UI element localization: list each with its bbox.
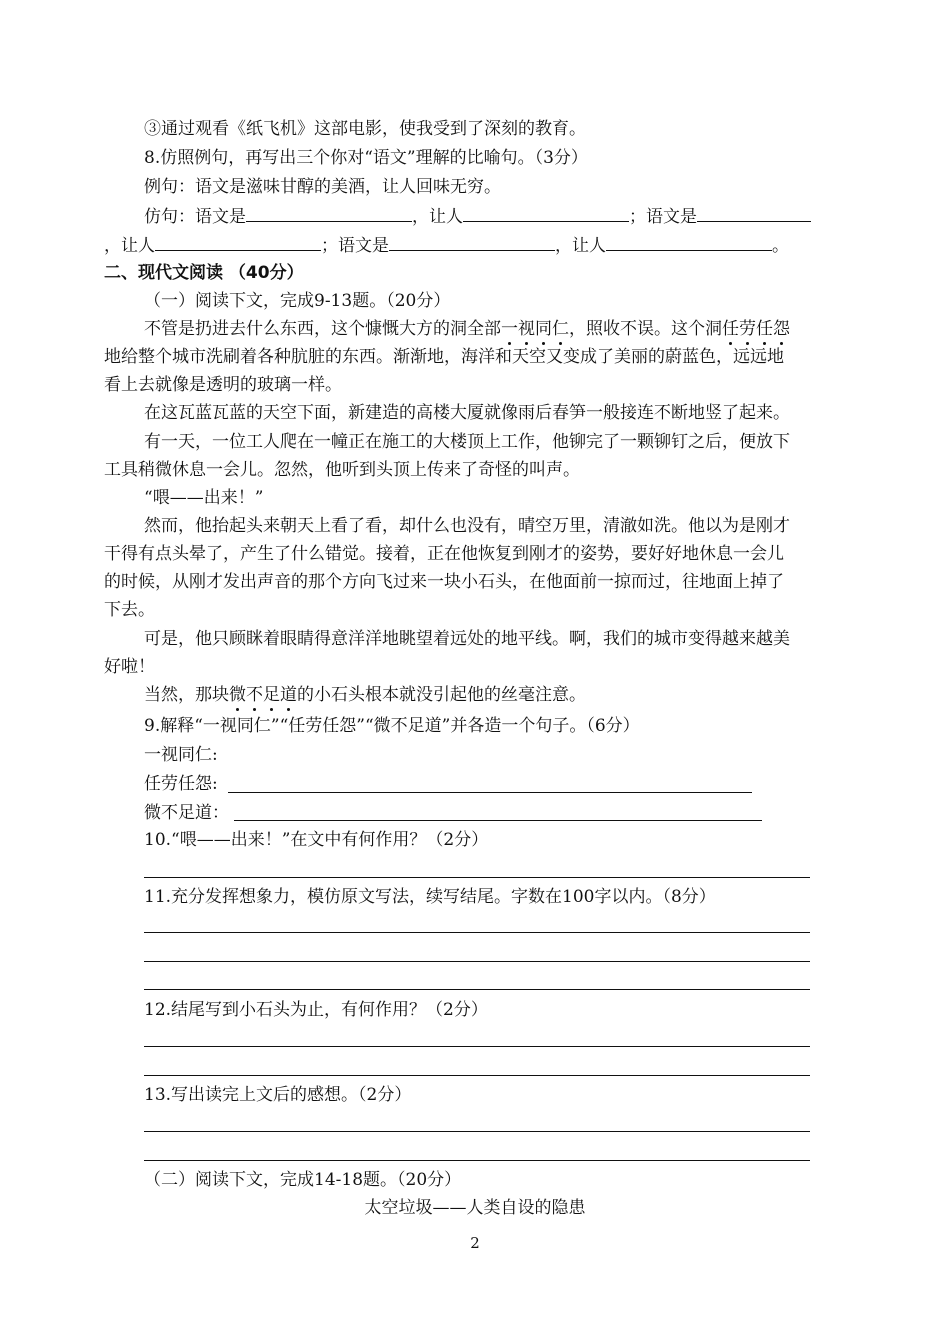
q8-rang-1: ，让人	[412, 207, 463, 227]
q8-blank-6[interactable]	[606, 234, 772, 251]
q8-imitate-line-1	[144, 205, 811, 228]
q12-answer-line-1[interactable]	[144, 1046, 810, 1047]
part-2-instruction: （二）阅读下文，完成14-18题。（20分）	[144, 1170, 462, 1190]
p1-text-b: ，照收不误。这个洞	[569, 319, 722, 339]
dotted-char: 道	[280, 685, 297, 705]
passage-p1-line3: 看上去就像是透明的玻璃一样。	[104, 375, 342, 395]
q11-answer-line-3[interactable]	[144, 989, 810, 990]
q8-yuwen-3: ；语文是	[321, 236, 389, 256]
dotted-char: 不	[246, 685, 263, 705]
q8-prompt: 8.仿照例句，再写出三个你对“语文”理解的比喻句。（3分）	[144, 148, 588, 168]
passage-p1-line2: 地给整个城市洗刷着各种肮脏的东西。渐渐地，海洋和天空又变成了美丽的蔚蓝色，远远地	[104, 347, 784, 367]
q11-answer-line-2[interactable]	[144, 961, 810, 962]
q9-answer-line-b[interactable]	[228, 792, 752, 793]
q9-label-b: 任劳任怨:	[144, 774, 218, 794]
q8-imitate-line-2	[104, 234, 789, 257]
p7-text-a: 当然，那块	[144, 685, 229, 705]
passage-p3-line2: 工具稍微休息一会儿。忽然，他听到头顶上传来了奇怪的叫声。	[104, 460, 580, 480]
q8-imitate-label: 仿句：语文是	[144, 207, 246, 227]
dotted-char: 微	[229, 685, 246, 705]
q13-prompt: 13.写出读完上文后的感想。（2分）	[144, 1085, 412, 1105]
p1-text-a: 不管是扔进去什么东西，这个慷慨大方的洞全部	[144, 319, 501, 339]
q8-period: 。	[772, 236, 789, 256]
passage-p4: “喂——出来！”	[144, 488, 264, 508]
p7-text-b: 的小石头根本就没引起他的丝毫注意。	[297, 685, 586, 705]
part-1-instruction: （一）阅读下文，完成9-13题。（20分）	[144, 291, 451, 311]
dotted-char: 视	[518, 319, 535, 339]
dotted-char: 同	[535, 319, 552, 339]
q13-answer-line-1[interactable]	[144, 1131, 810, 1132]
passage-p7	[144, 684, 586, 706]
passage-p5-line2: 干得有点头晕了，产生了什么错觉。接着，正在他恢复到刚才的姿势，要好好地休息一会儿	[104, 544, 784, 564]
q8-blank-1[interactable]	[246, 205, 412, 222]
q9-answer-line-c[interactable]	[234, 820, 762, 821]
q12-answer-line-2[interactable]	[144, 1075, 810, 1076]
passage-p3-line1: 有一天，一位工人爬在一幢正在施工的大楼顶上工作，他铆完了一颗铆钉之后，便放下	[144, 432, 790, 452]
dotted-char: 任	[756, 319, 773, 339]
q8-rang-2: ，让人	[104, 236, 155, 256]
q8-blank-4[interactable]	[155, 234, 321, 251]
passage-p5-line3: 的时候，从刚才发出声音的那个方向飞过来一块小石头，在他面前一掠而过，往地面上掉了	[104, 572, 784, 592]
q9-prompt: 9.解释“一视同仁”“任劳任怨”“微不足道”并各造一个句子。（6分）	[144, 716, 640, 736]
dotted-char: 足	[263, 685, 280, 705]
q10-answer-line[interactable]	[144, 877, 810, 878]
q8-rang-3: ，让人	[555, 236, 606, 256]
q9-label-a: 一视同仁:	[144, 745, 218, 765]
q8-yuwen-2: ；语文是	[629, 207, 697, 227]
passage-p5-line1: 然而，他抬起头来朝天上看了看，却什么也没有，晴空万里，清澈如洗。他以为是刚才	[144, 516, 790, 536]
q8-example: 例句：语文是滋味甘醇的美酒，让人回味无穷。	[144, 177, 501, 197]
part-2-title: 太空垃圾——人类自设的隐患	[364, 1198, 586, 1218]
dotted-char: 一	[501, 319, 518, 339]
page-number: 2	[470, 1234, 480, 1252]
q9-label-c: 微不足道：	[144, 803, 229, 823]
section-2-title: 二、现代文阅读 （40分）	[104, 263, 304, 283]
q11-answer-line-1[interactable]	[144, 932, 810, 933]
q8-blank-3[interactable]	[697, 205, 811, 222]
q10-prompt: 10.“喂——出来！”在文中有何作用？（2分）	[144, 830, 489, 850]
q12-prompt: 12.结尾写到小石头为止，有何作用？（2分）	[144, 1000, 488, 1020]
passage-p6-line2: 好啦！	[104, 657, 155, 677]
q11-prompt: 11.充分发挥想象力，模仿原文写法，续写结尾。字数在100字以内。（8分）	[144, 887, 716, 907]
dotted-char: 劳	[739, 319, 756, 339]
passage-p5-line4: 下去。	[104, 600, 155, 620]
q7-item-3: ③通过观看《纸飞机》这部电影，使我受到了深刻的教育。	[144, 119, 586, 139]
dotted-char: 仁	[552, 319, 569, 339]
dotted-char: 怨	[773, 319, 790, 339]
q13-answer-line-2[interactable]	[144, 1160, 810, 1161]
q8-blank-2[interactable]	[463, 205, 629, 222]
dotted-char: 任	[722, 319, 739, 339]
passage-p6-line1: 可是，他只顾眯着眼睛得意洋洋地眺望着远处的地平线。啊，我们的城市变得越来越美	[144, 629, 790, 649]
passage-p1-line1	[144, 318, 790, 340]
q8-blank-5[interactable]	[389, 234, 555, 251]
passage-p2: 在这瓦蓝瓦蓝的天空下面，新建造的高楼大厦就像雨后春笋一般接连不断地竖了起来。	[144, 403, 790, 423]
